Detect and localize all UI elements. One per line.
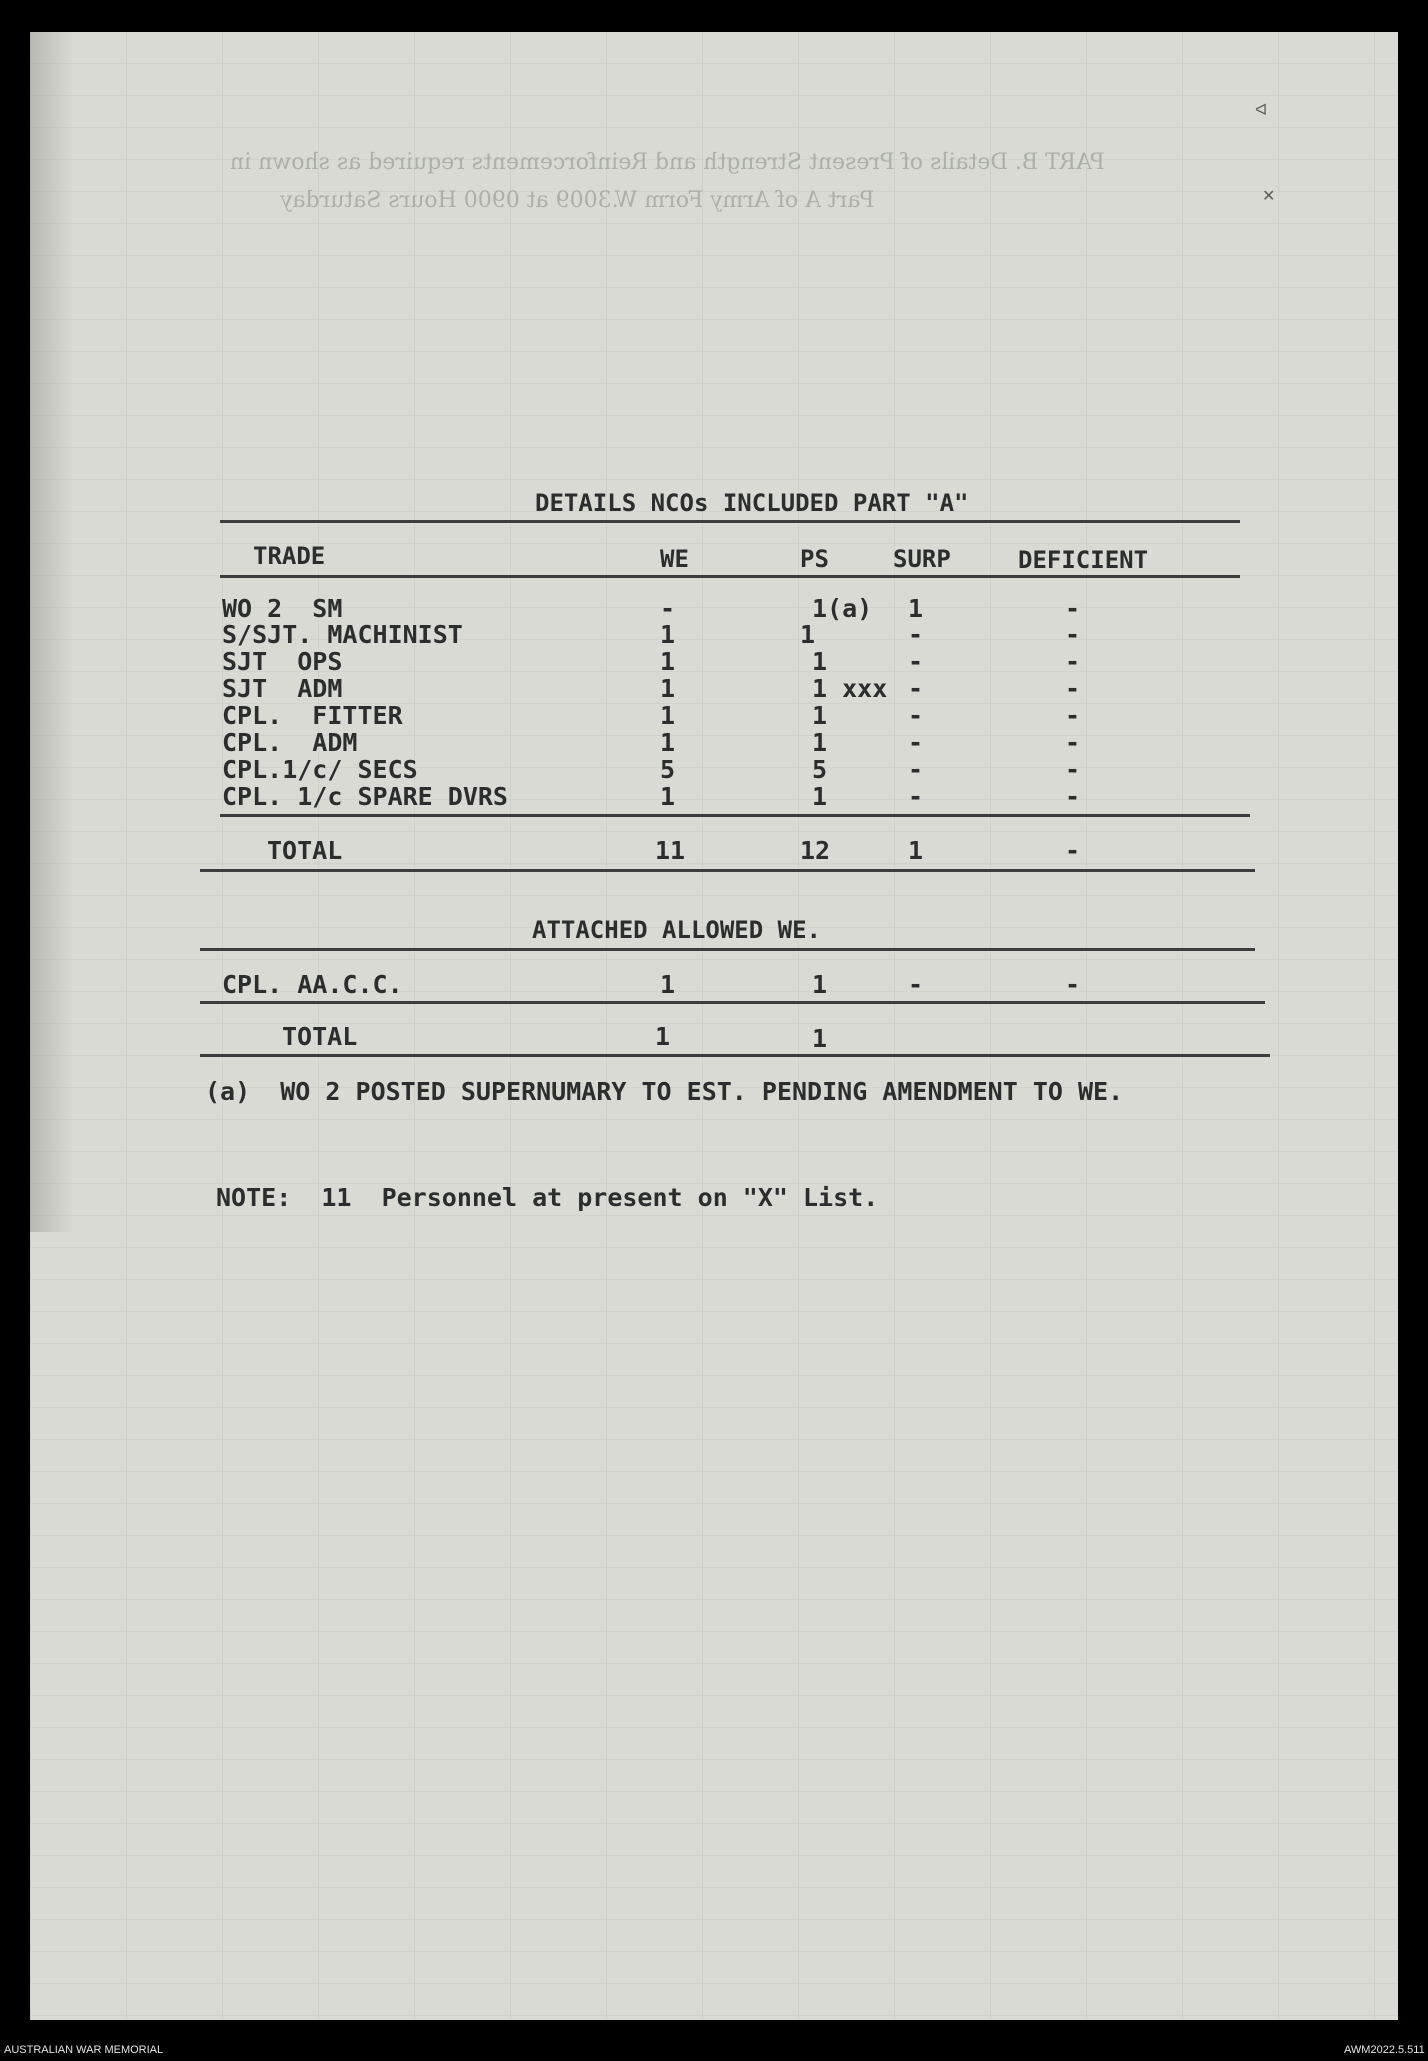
row-ps: 1 (812, 728, 828, 757)
column-header-surp: SURP (893, 545, 951, 573)
row-ps: 5 (812, 755, 828, 784)
row-ps: 1 (812, 647, 828, 676)
row-surp: - (908, 620, 924, 649)
archive-footer-bar (0, 2038, 1428, 2061)
row-deficient: - (1065, 755, 1081, 784)
row-we: 1 (660, 674, 676, 703)
row-ps: 1 xxx (812, 674, 888, 703)
row-trade: SJT ADM (222, 674, 343, 703)
row-trade: SJT OPS (222, 647, 343, 676)
row-trade: CPL. FITTER (222, 701, 403, 730)
column-header-deficient: DEFICIENT (1018, 546, 1149, 574)
page-fold-shadow (30, 32, 74, 1232)
document-page (30, 32, 1398, 2020)
row-we: - (660, 594, 676, 623)
attached-row-surp: - (908, 970, 924, 999)
row-deficient: - (1065, 674, 1081, 703)
row-surp: - (908, 755, 924, 784)
row-we: 5 (660, 755, 676, 784)
row-we: 1 (660, 728, 676, 757)
column-header-we: WE (660, 545, 689, 573)
total-ps: 12 (800, 836, 831, 865)
attached-row-deficient: - (1065, 970, 1081, 999)
attached-row-ps: 1 (812, 970, 828, 999)
attached-total-we: 1 (655, 1022, 671, 1051)
total-surp: 1 (908, 836, 924, 865)
bleed-through-form-title: PART B. Details of Present Strength and Reinforcements required as shown in (230, 150, 1105, 175)
row-surp: - (908, 647, 924, 676)
row-we: 1 (660, 701, 676, 730)
row-ps: 1 (812, 701, 828, 730)
archive-credit: AUSTRALIAN WAR MEMORIAL (4, 2044, 164, 2056)
row-deficient: - (1065, 701, 1081, 730)
row-deficient: - (1065, 620, 1081, 649)
row-deficient: - (1065, 728, 1081, 757)
archive-reference: AWM2022.5.511 (1344, 2044, 1425, 2056)
margin-tick: ✕ (1262, 186, 1276, 205)
section-heading: DETAILS NCOs INCLUDED PART "A" (535, 489, 969, 517)
row-surp: - (908, 701, 924, 730)
margin-mark: ᐊ (1255, 100, 1268, 119)
row-ps: 1(a) (812, 594, 873, 623)
row-trade: CPL. ADM (222, 728, 358, 757)
row-deficient: - (1065, 647, 1081, 676)
attached-rows-rule (200, 1001, 1265, 1004)
row-deficient: - (1065, 782, 1081, 811)
heading-rule (220, 520, 1240, 523)
row-trade: WO 2 SM (222, 594, 343, 623)
rows-bottom-rule (220, 814, 1250, 817)
attached-row-trade: CPL. AA.C.C. (222, 970, 403, 999)
row-trade: CPL. 1/c SPARE DVRS (222, 782, 508, 811)
row-ps: 1 (812, 782, 828, 811)
attached-heading-rule (200, 948, 1255, 951)
row-surp: - (908, 674, 924, 703)
column-header-trade: TRADE (253, 542, 326, 570)
total-we: 11 (655, 836, 686, 865)
bleed-through-form-subtitle: Part A of Army Form W.3009 at 0900 Hours Saturday (280, 188, 875, 213)
attached-total-rule (200, 1054, 1270, 1057)
row-we: 1 (660, 620, 676, 649)
row-surp: 1 (908, 594, 924, 623)
footnote: (a) WO 2 POSTED SUPERNUMARY TO EST. PENDING AMENDMENT TO WE. (205, 1077, 1124, 1106)
attached-total-label: TOTAL (282, 1022, 358, 1051)
attached-total-ps: 1 (812, 1024, 828, 1053)
note: NOTE: 11 Personnel at present on "X" List. (216, 1183, 879, 1212)
total-label: TOTAL (267, 836, 343, 865)
header-rule (220, 575, 1240, 578)
row-we: 1 (660, 782, 676, 811)
row-surp: - (908, 728, 924, 757)
attached-row-we: 1 (660, 970, 676, 999)
row-deficient: - (1065, 594, 1081, 623)
row-we: 1 (660, 647, 676, 676)
total-rule (200, 869, 1255, 872)
attached-heading: ATTACHED ALLOWED WE. (532, 916, 821, 944)
row-surp: - (908, 782, 924, 811)
row-ps: 1 (800, 620, 816, 649)
total-deficient: - (1065, 836, 1081, 865)
row-trade: CPL.1/c/ SECS (222, 755, 418, 784)
row-trade: S/SJT. MACHINIST (222, 620, 463, 649)
column-header-ps: PS (800, 545, 829, 573)
